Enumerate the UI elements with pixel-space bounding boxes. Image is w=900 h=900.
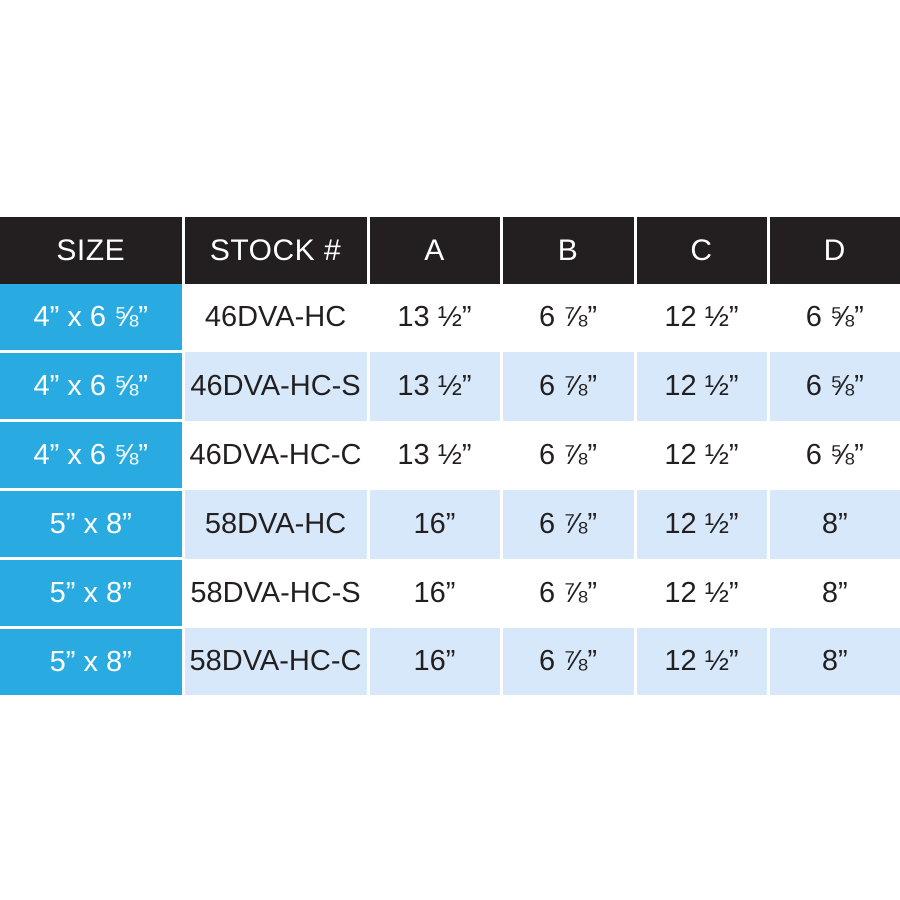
cell-stock: 58DVA-HC (183, 490, 368, 559)
cell-d: 8” (768, 559, 900, 628)
table-row (0, 490, 900, 559)
header-row (0, 217, 900, 284)
cell-c: 12 ½” (635, 490, 768, 559)
column-header-size (0, 217, 183, 284)
table-row (0, 284, 900, 352)
cell-c: 12 ½” (635, 421, 768, 490)
dimension-spec-table (0, 217, 900, 695)
table-row (0, 628, 900, 696)
cell-size: 5” x 8” (0, 628, 183, 696)
cell-a: 16” (368, 559, 501, 628)
cell-size: 5” x 8” (0, 490, 183, 559)
cell-b: 6 ⅞” (501, 559, 635, 628)
cell-c: 12 ½” (635, 284, 768, 352)
cell-stock: 46DVA-HC-C (183, 421, 368, 490)
cell-size: 4” x 6 ⅝” (0, 352, 183, 421)
cell-d: 8” (768, 490, 900, 559)
column-header-b (501, 217, 635, 284)
column-header-size-label: SIZE (56, 233, 126, 267)
cell-d: 8” (768, 628, 900, 696)
cell-b: 6 ⅞” (501, 490, 635, 559)
table-header (0, 217, 900, 284)
column-header-c-label: C (690, 233, 713, 267)
cell-a: 13 ½” (368, 421, 501, 490)
cell-stock: 58DVA-HC-S (183, 559, 368, 628)
table-body (0, 284, 900, 695)
column-header-a-label: A (424, 233, 445, 267)
cell-size: 4” x 6 ⅝” (0, 421, 183, 490)
column-header-d (768, 217, 900, 284)
cell-b: 6 ⅞” (501, 352, 635, 421)
cell-a: 16” (368, 490, 501, 559)
cell-c: 12 ½” (635, 559, 768, 628)
cell-stock: 46DVA-HC (183, 284, 368, 352)
cell-c: 12 ½” (635, 628, 768, 696)
table-row (0, 352, 900, 421)
cell-d: 6 ⅝” (768, 421, 900, 490)
cell-b: 6 ⅞” (501, 421, 635, 490)
cell-b: 6 ⅞” (501, 284, 635, 352)
cell-size: 4” x 6 ⅝” (0, 284, 183, 352)
cell-a: 13 ½” (368, 284, 501, 352)
column-header-d-label: D (823, 233, 846, 267)
cell-d: 6 ⅝” (768, 284, 900, 352)
table-row (0, 421, 900, 490)
column-header-c (635, 217, 768, 284)
cell-d: 6 ⅝” (768, 352, 900, 421)
column-header-stock (183, 217, 368, 284)
cell-c: 12 ½” (635, 352, 768, 421)
cell-a: 16” (368, 628, 501, 696)
cell-size: 5” x 8” (0, 559, 183, 628)
cell-stock: 46DVA-HC-S (183, 352, 368, 421)
cell-a: 13 ½” (368, 352, 501, 421)
cell-stock: 58DVA-HC-C (183, 628, 368, 696)
column-header-b-label: B (557, 233, 579, 267)
table-row (0, 559, 900, 628)
column-header-a (368, 217, 501, 284)
column-header-stock-label: STOCK # (209, 233, 342, 267)
cell-b: 6 ⅞” (501, 628, 635, 696)
